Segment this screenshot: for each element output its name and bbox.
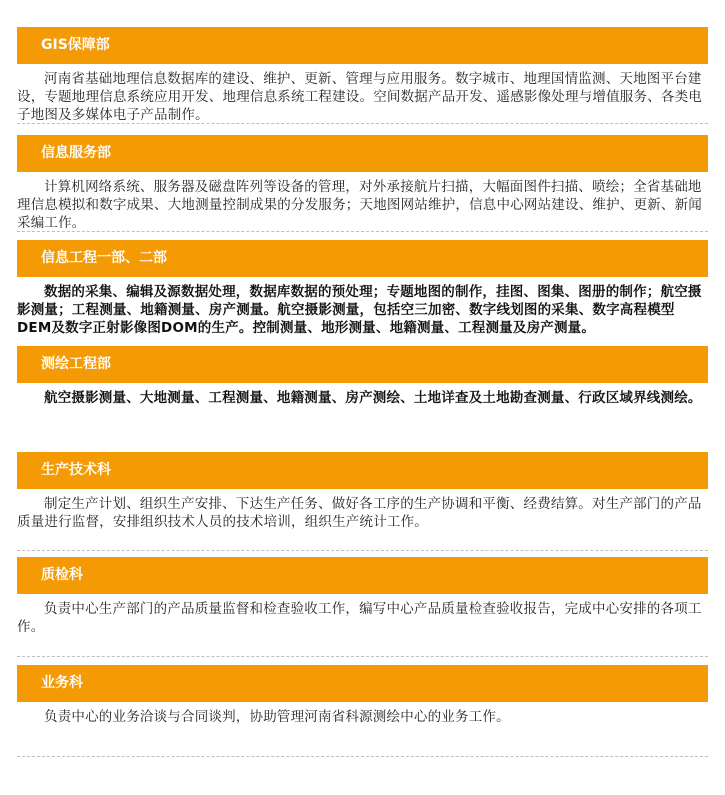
section-title: 质检科 [17, 557, 708, 593]
section-description: 数据的采集、编辑及源数据处理，数据库数据的预处理；专题地图的制作，挂图、图集、图册的制作；航空摄影测量；工程测量、地籍测量、房产测量。航空摄影测量，包括空三加密、数字线划图的采集、数字高程模型DEM及数字正射影像图DOM的生产。控制测量、地形测量、地籍测量、工程测量及房产测量。 [17, 276, 708, 338]
section-title: 信息工程一部、二部 [17, 240, 708, 276]
section-title: 业务科 [17, 665, 708, 701]
section-title: GIS保障部 [17, 27, 708, 63]
section-production-technology [17, 452, 708, 551]
section-gis-support [17, 27, 708, 124]
section-description: 河南省基础地理信息数据库的建设、维护、更新、管理与应用服务。数字城市、地理国情监测、天地图平台建设，专题地理信息系统应用开发、地理信息系统工程建设。空间数据产品开发、遥感影像处理与增值服务、各类电子地图及多媒体电子产品制作。 [17, 63, 708, 124]
section-description: 制定生产计划、组织生产安排、下达生产任务、做好各工序的生产协调和平衡、经费结算。对生产部门的产品质量进行监督，安排组织技术人员的技术培训，组织生产统计工作。 [17, 488, 708, 551]
section-description: 航空摄影测量、大地测量、工程测量、地籍测量、房产测绘、土地详查及土地勘查测量、行政区域界线测绘。 [17, 382, 708, 444]
section-description: 负责中心的业务洽谈与合同谈判，协助管理河南省科源测绘中心的业务工作。 [17, 701, 708, 757]
section-info-engineering [17, 240, 708, 338]
section-info-service [17, 135, 708, 232]
section-description: 计算机网络系统、服务器及磁盘阵列等设备的管理，对外承接航片扫描，大幅面图件扫描、喷绘；全省基础地理信息模拟和数字成果、大地测量控制成果的分发服务；天地图网站维护，信息中心网站建设、维护、更新、新闻采编工作。 [17, 171, 708, 232]
section-title: 测绘工程部 [17, 346, 708, 382]
section-title: 生产技术科 [17, 452, 708, 488]
section-description: 负责中心生产部门的产品质量监督和检查验收工作，编写中心产品质量检查验收报告，完成中心安排的各项工作。 [17, 593, 708, 657]
section-surveying-engineering [17, 346, 708, 444]
section-business [17, 665, 708, 757]
section-title: 信息服务部 [17, 135, 708, 171]
section-quality-inspection [17, 557, 708, 657]
